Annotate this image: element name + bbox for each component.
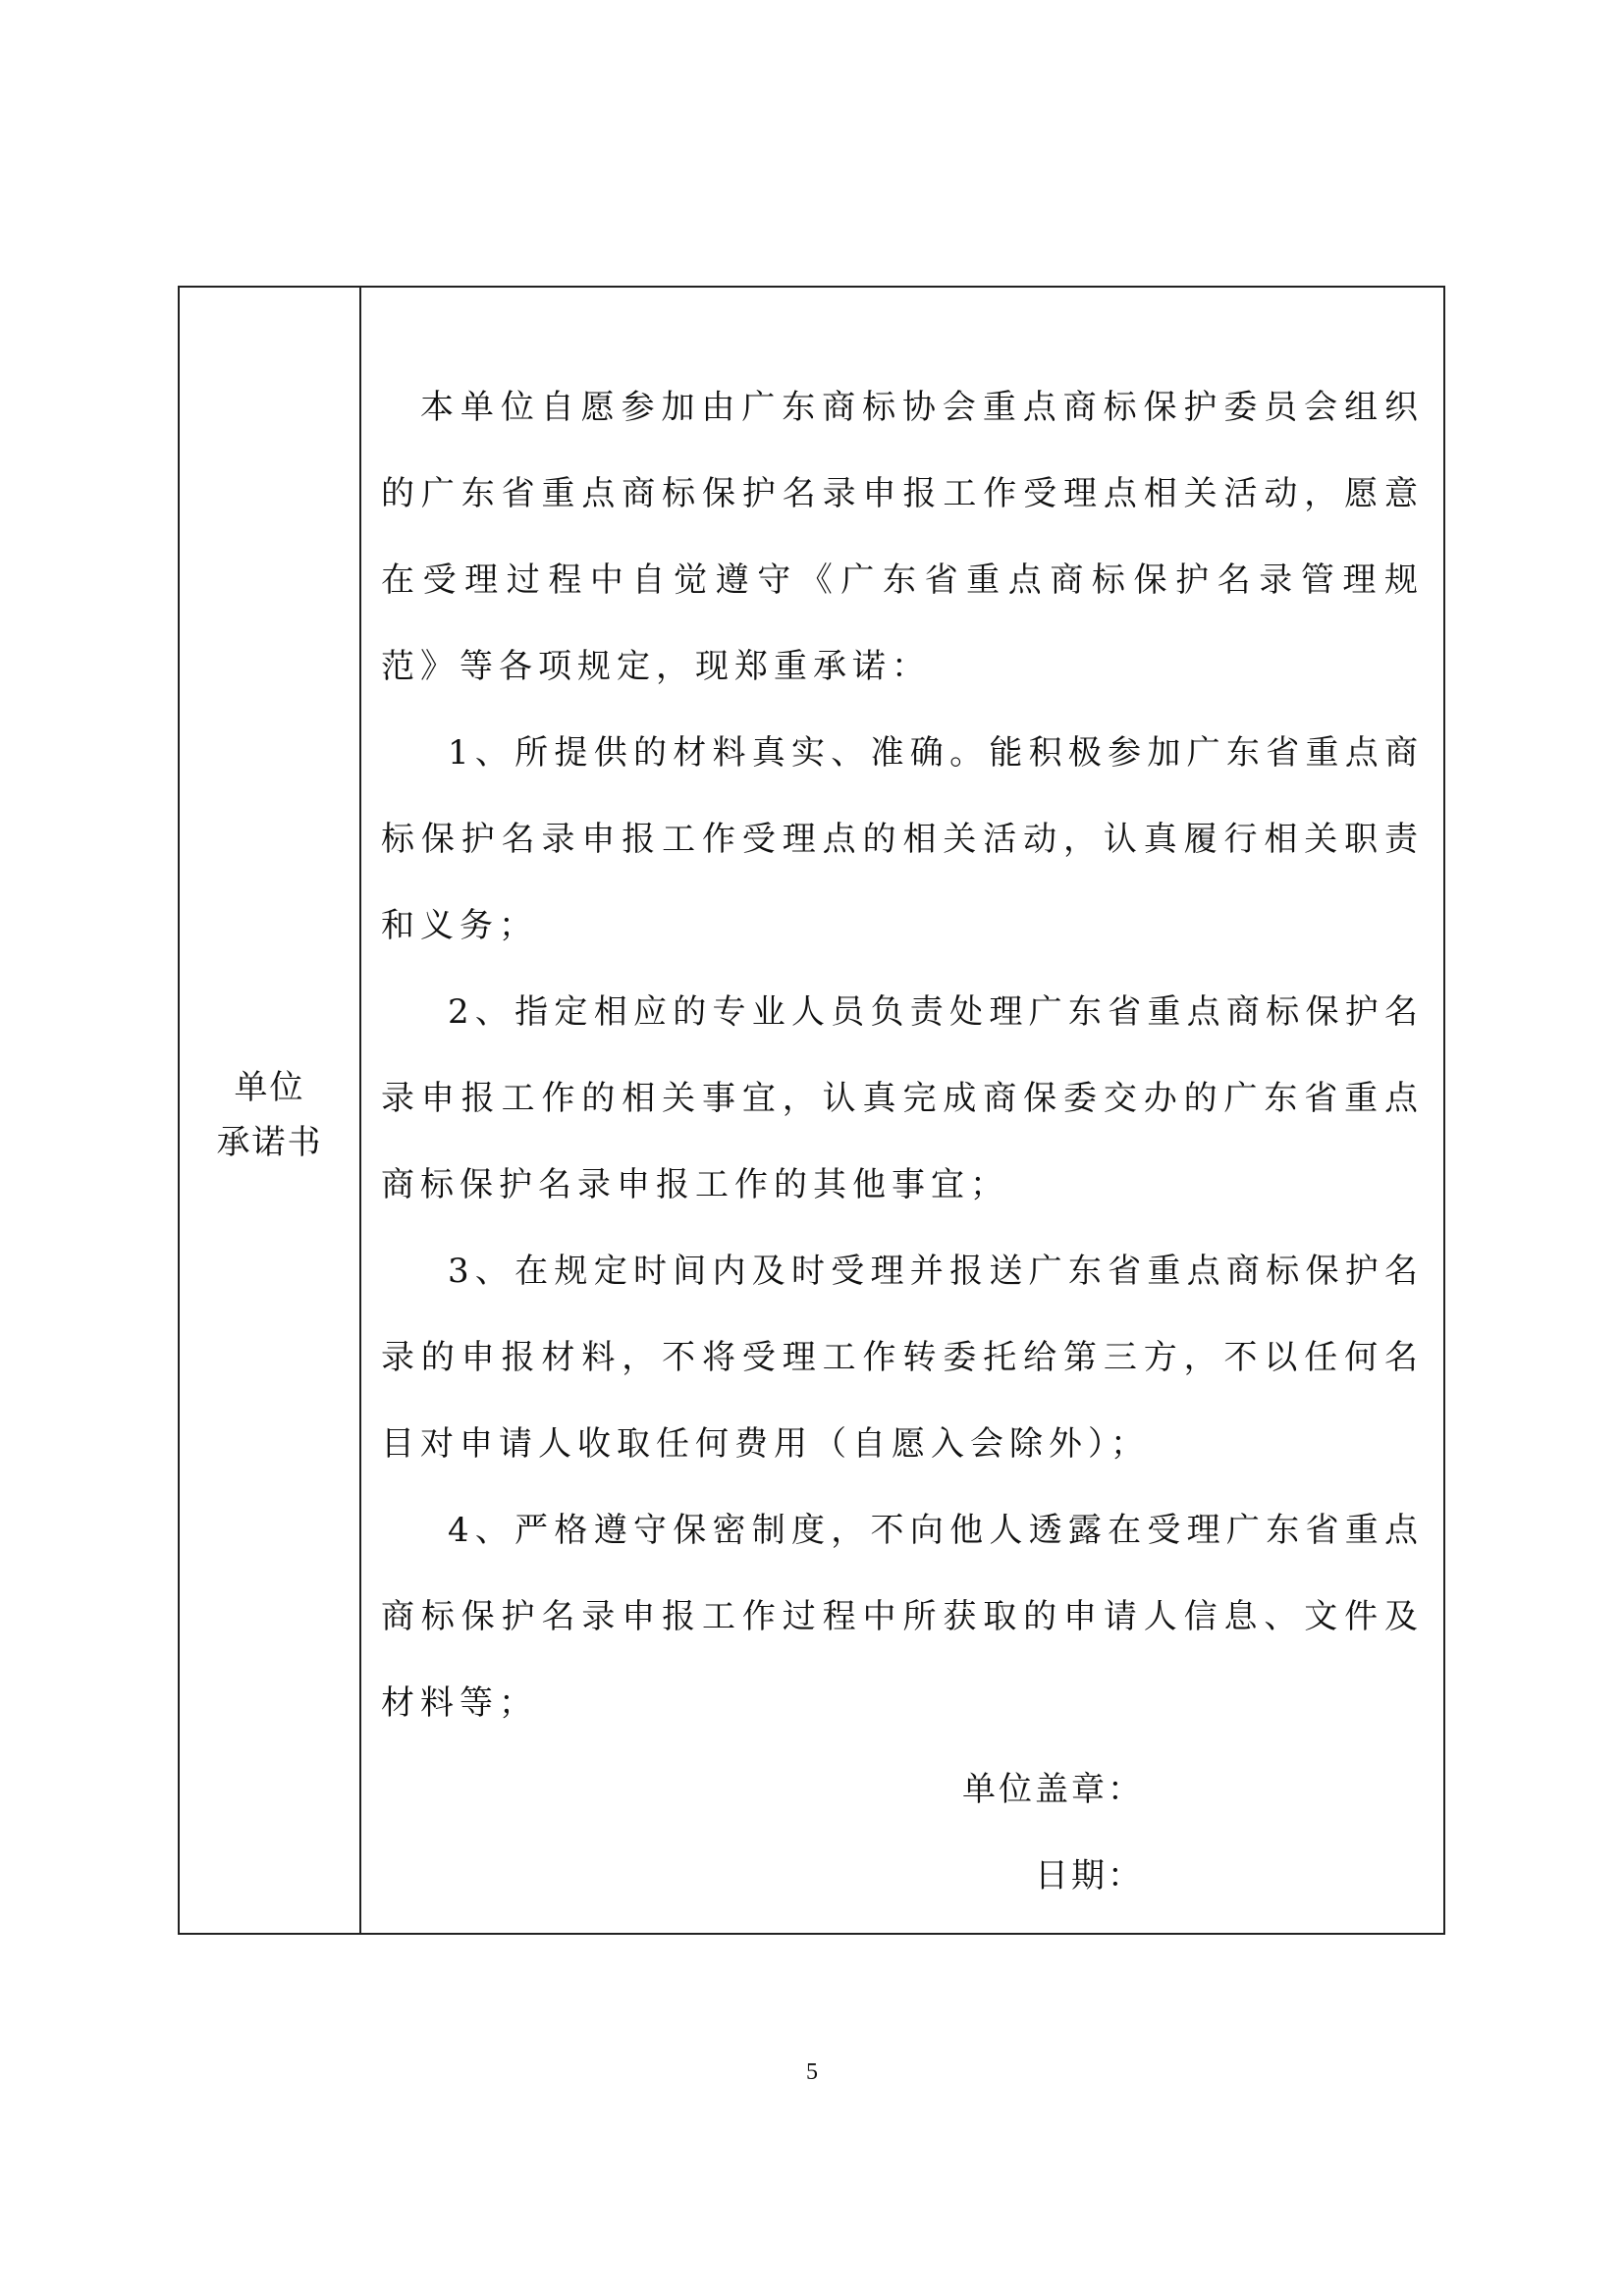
commitment-item-2: 2、指定相应的专业人员负责处理广东省重点商标保护名录申报工作的相关事宜，认真完成商保委交办的广东省重点商标保护名录申报工作的其他事宜； [381, 992, 1424, 1204]
commitment-item-4: 4、严格遵守保密制度，不向他人透露在受理广东省重点商标保护名录申报工作过程中所获取的申请人信息、文件及材料等； [381, 1511, 1424, 1723]
label-cell [180, 288, 361, 1933]
row-label-line-1: 单位 [234, 1068, 305, 1107]
commitment-item-1: 1、所提供的材料真实、准确。能积极参加广东省重点商标保护名录申报工作受理点的相关活动，认真履行相关职责和义务； [381, 733, 1424, 945]
commitment-table [178, 286, 1445, 1935]
row-label-line-2: 承诺书 [216, 1123, 323, 1162]
row-label [217, 1060, 323, 1170]
seal-label: 单位盖章： [962, 1770, 1144, 1809]
content-cell [361, 288, 1443, 1933]
page-number: 5 [806, 2059, 818, 2085]
date-label: 日期： [1035, 1856, 1144, 1896]
intro-paragraph: 本单位自愿参加由广东商标协会重点商标保护委员会组织的广东省重点商标保护名录申报工作受理点相关活动，愿意在受理过程中自觉遵守《广东省重点商标保护名录管理规范》等各项规定，现郑重承诺： [381, 388, 1424, 686]
commitment-item-3: 3、在规定时间内及时受理并报送广东省重点商标保护名录的申报材料，不将受理工作转委托给第三方，不以任何名目对申请人收取任何费用（自愿入会除外）； [381, 1252, 1424, 1464]
